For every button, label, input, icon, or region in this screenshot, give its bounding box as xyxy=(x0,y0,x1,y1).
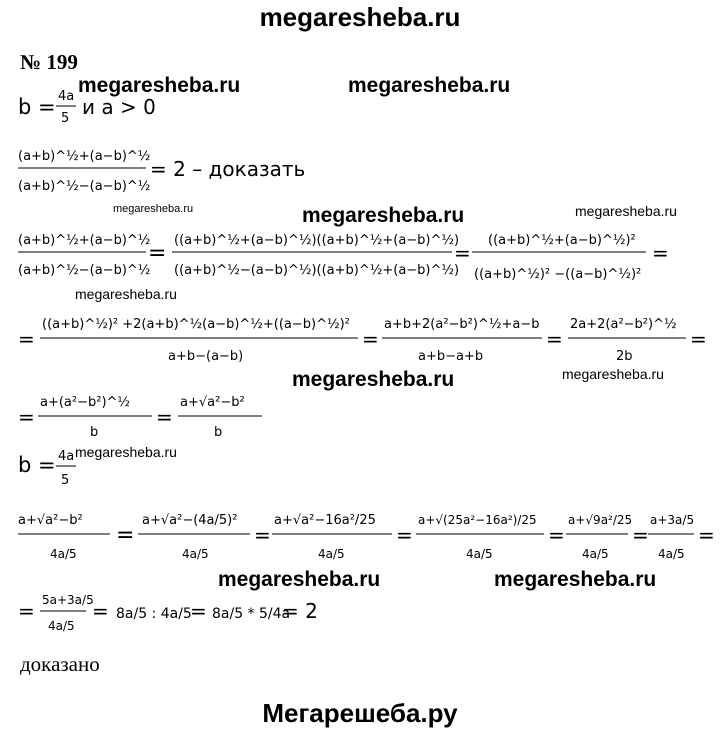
svg-text:4a/5: 4a/5 xyxy=(582,547,609,561)
given-line xyxy=(18,86,218,130)
svg-text:a+3a/5: a+3a/5 xyxy=(650,513,695,527)
step-4 xyxy=(18,498,718,570)
svg-text:4a/5: 4a/5 xyxy=(50,547,77,561)
svg-text:4a/5: 4a/5 xyxy=(318,547,345,561)
svg-text:8a/5 : 4a/5: 8a/5 : 4a/5 xyxy=(116,606,192,622)
svg-text:a+√a²−b²: a+√a²−b² xyxy=(18,513,83,528)
svg-text:((a+b)^½−(a−b)^½)((a+b)^½+(a−b: ((a+b)^½−(a−b)^½)((a+b)^½+(a−b)^½) xyxy=(174,263,460,278)
svg-text:(a+b)^½−(a−b)^½: (a+b)^½−(a−b)^½ xyxy=(18,263,151,278)
svg-text:=: = xyxy=(652,241,669,265)
svg-text:5: 5 xyxy=(61,473,70,488)
svg-text:a+√a²−16a²/25: a+√a²−16a²/25 xyxy=(274,513,376,528)
svg-text:=: = xyxy=(362,327,379,351)
svg-text:a+√(25a²−16a²)/25: a+√(25a²−16a²)/25 xyxy=(418,513,537,527)
svg-text:(a+b)^½+(a−b)^½: (a+b)^½+(a−b)^½ xyxy=(18,233,151,248)
svg-text:=: = xyxy=(156,405,173,429)
watermark: megaresheba.ru xyxy=(292,368,455,391)
svg-text:((a+b)^½)² +2(a+b)^½(a−b)^½+((: ((a+b)^½)² +2(a+b)^½(a−b)^½+((a−b)^½)² xyxy=(42,317,350,332)
watermark: megaresheba.ru xyxy=(562,366,664,382)
svg-text:4a/5: 4a/5 xyxy=(658,547,685,561)
watermark: megaresheba.ru xyxy=(302,204,465,227)
svg-text:=: = xyxy=(546,327,563,351)
svg-text:=: = xyxy=(396,523,413,547)
svg-text:b =: b = xyxy=(18,453,56,477)
step-5 xyxy=(18,586,338,646)
svg-text:2b: 2b xyxy=(616,349,633,364)
svg-text:2a+2(a²−b²)^½: 2a+2(a²−b²)^½ xyxy=(570,317,677,332)
svg-text:((a+b)^½)² −((a−b)^½)²: ((a+b)^½)² −((a−b)^½)² xyxy=(474,267,642,282)
svg-text:=: = xyxy=(690,327,707,351)
watermark: megaresheba.ru xyxy=(75,286,177,302)
watermark: megaresheba.ru xyxy=(494,568,657,591)
prove-line xyxy=(18,140,318,200)
svg-text:8a/5 * 5/4a: 8a/5 * 5/4a xyxy=(212,606,291,622)
watermark: megaresheba.ru xyxy=(218,568,381,591)
svg-text:=: = xyxy=(190,599,207,623)
svg-text:=: = xyxy=(148,241,167,266)
svg-text:=: = xyxy=(698,523,715,547)
svg-text:=: = xyxy=(116,523,135,548)
svg-text:4a: 4a xyxy=(58,449,75,464)
site-header[interactable]: megaresheba.ru xyxy=(259,2,461,32)
watermark: megaresheba.ru xyxy=(348,74,511,97)
svg-text:=: = xyxy=(18,405,35,429)
conclusion: доказано xyxy=(20,652,100,676)
svg-text:=: = xyxy=(548,523,565,547)
svg-text:a+b+2(a²−b²)^½+a−b: a+b+2(a²−b²)^½+a−b xyxy=(384,317,540,332)
svg-text:a+√a²−(4a/5)²: a+√a²−(4a/5)² xyxy=(142,513,238,528)
svg-text:=: = xyxy=(632,523,649,547)
svg-text:a+b−a+b: a+b−a+b xyxy=(418,349,484,364)
watermark: megaresheba.ru xyxy=(113,203,194,215)
svg-text:b: b xyxy=(90,425,99,440)
svg-text:=: = xyxy=(254,523,271,547)
watermark: megaresheba.ru xyxy=(575,203,677,219)
svg-text:((a+b)^½+(a−b)^½)²: ((a+b)^½+(a−b)^½)² xyxy=(488,233,636,248)
svg-text:a+b−(a−b): a+b−(a−b) xyxy=(168,349,244,364)
svg-text:a+(a²−b²)^½: a+(a²−b²)^½ xyxy=(40,395,131,410)
problem-number: № 199 xyxy=(20,50,78,74)
svg-text:=: = xyxy=(454,241,471,265)
svg-text:=: = xyxy=(18,599,35,623)
step-1 xyxy=(18,222,708,292)
svg-text:a+√a²−b²: a+√a²−b² xyxy=(180,395,245,410)
svg-text:5a+3a/5: 5a+3a/5 xyxy=(42,593,94,607)
svg-text:4a/5: 4a/5 xyxy=(466,547,493,561)
svg-text:5: 5 xyxy=(61,111,70,126)
site-footer[interactable]: Мегарешеба.ру xyxy=(262,698,458,728)
step-2 xyxy=(18,300,708,370)
svg-text:= 2 – доказать: = 2 – доказать xyxy=(150,157,306,181)
svg-text:b: b xyxy=(214,425,223,440)
svg-text:и a > 0: и a > 0 xyxy=(82,95,156,119)
svg-text:a+√9a²/25: a+√9a²/25 xyxy=(568,513,633,527)
svg-text:((a+b)^½+(a−b)^½)((a+b)^½+(a−b: ((a+b)^½+(a−b)^½)((a+b)^½+(a−b)^½) xyxy=(174,233,460,248)
svg-text:=: = xyxy=(18,327,35,351)
substitution xyxy=(18,446,138,492)
step-3 xyxy=(18,386,318,446)
watermark: megaresheba.ru xyxy=(75,444,177,460)
svg-text:(a+b)^½+(a−b)^½: (a+b)^½+(a−b)^½ xyxy=(18,149,151,164)
svg-text:b =: b = xyxy=(18,95,56,119)
svg-text:=: = xyxy=(92,599,109,623)
svg-text:(a+b)^½−(a−b)^½: (a+b)^½−(a−b)^½ xyxy=(18,179,151,194)
svg-text:4a/5: 4a/5 xyxy=(48,619,75,633)
svg-text:4a/5: 4a/5 xyxy=(182,547,209,561)
svg-text:= 2: = 2 xyxy=(282,599,318,623)
watermark: megaresheba.ru xyxy=(78,74,241,97)
svg-text:4a: 4a xyxy=(58,89,75,104)
